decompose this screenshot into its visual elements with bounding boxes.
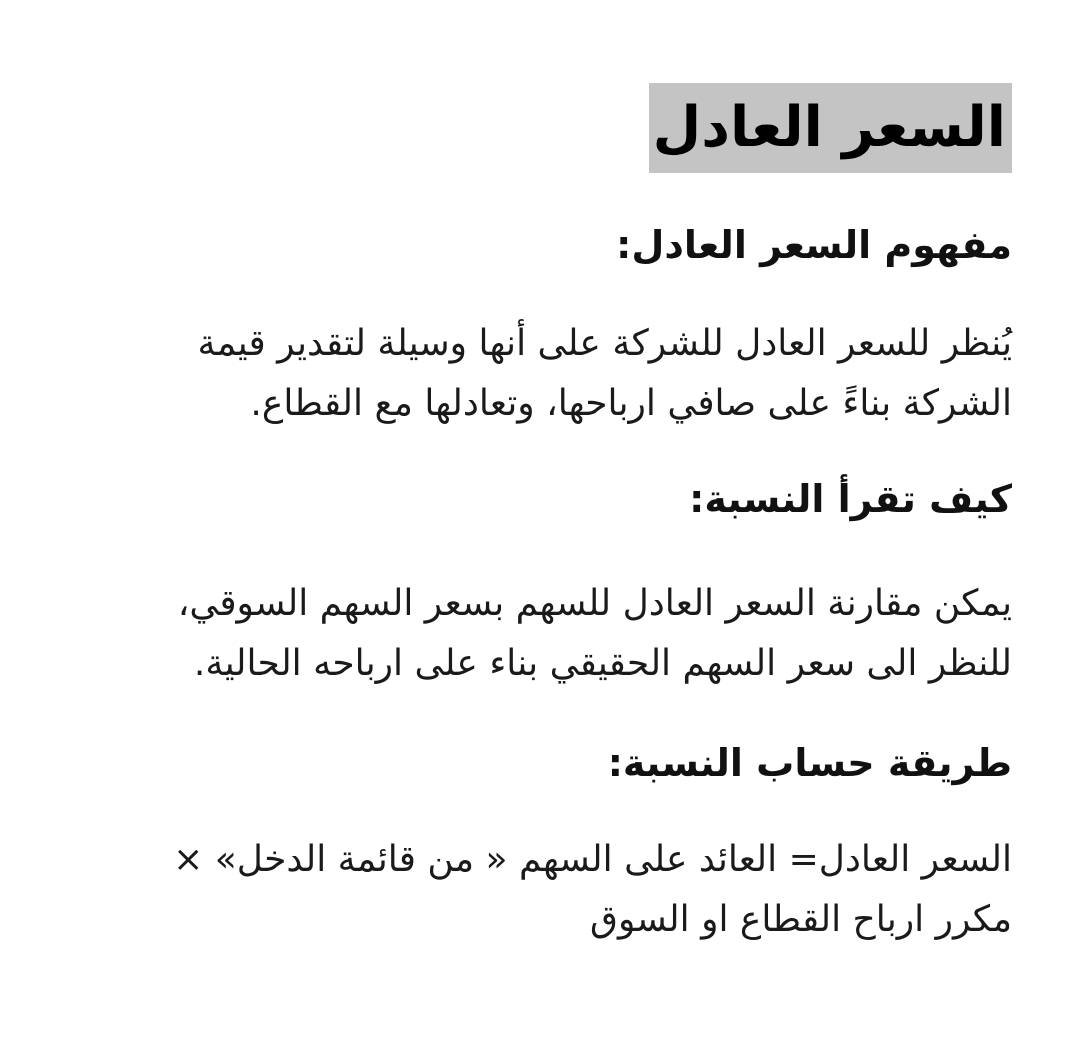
paragraph-line: مكرر ارباح القطاع او السوق bbox=[590, 899, 1012, 940]
page-title-box bbox=[649, 83, 1012, 173]
page-title: السعر العادل bbox=[652, 95, 1006, 160]
section-paragraph-calculation bbox=[70, 830, 1012, 950]
section-heading-calculation: طريقة حساب النسبة: bbox=[607, 741, 1012, 785]
section-paragraph-concept bbox=[70, 314, 1012, 434]
section-heading-how-to-read: كيف تقرأ النسبة: bbox=[689, 477, 1012, 521]
paragraph-line: يُنظر للسعر العادل للشركة على أنها وسيلة لتقدير قيمة bbox=[197, 323, 1012, 364]
paragraph-line: السعر العادل= العائد على السهم « من قائمة الدخل» × bbox=[173, 839, 1012, 880]
section-paragraph-how-to-read bbox=[70, 574, 1012, 694]
paragraph-line: يمكن مقارنة السعر العادل للسهم بسعر السهم السوقي، bbox=[177, 583, 1012, 624]
paragraph-line: الشركة بناءً على صافي ارباحها، وتعادلها مع القطاع. bbox=[250, 383, 1012, 424]
section-heading-concept: مفهوم السعر العادل: bbox=[616, 223, 1012, 267]
paragraph-line: للنظر الى سعر السهم الحقيقي بناء على ارباحه الحالية. bbox=[193, 643, 1012, 684]
